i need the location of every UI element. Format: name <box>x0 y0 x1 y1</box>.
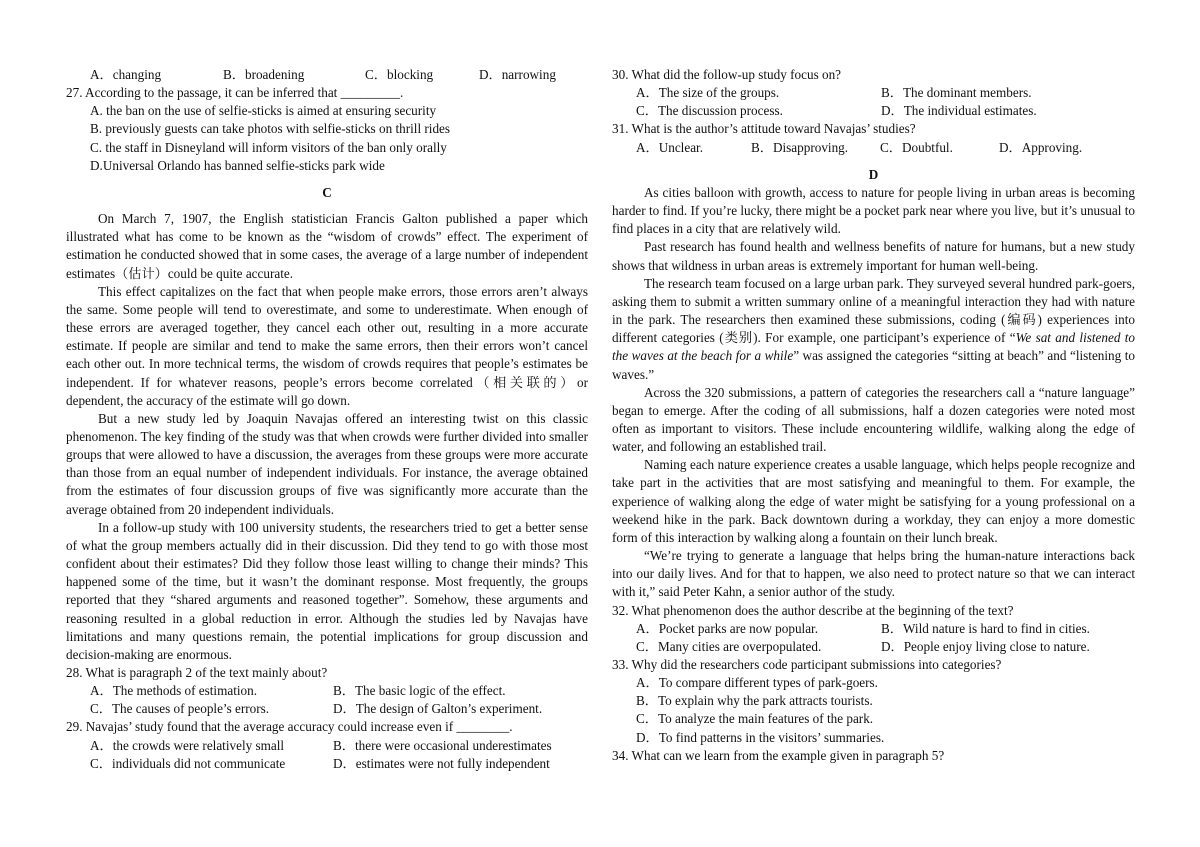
q33-option-b: B．To explain why the park attracts tourists. <box>636 693 873 709</box>
q30-option-a: A．The size of the groups. <box>636 85 780 101</box>
q28-options-row-1 <box>66 682 588 700</box>
q32-stem: 32. What phenomenon does the author describe at the beginning of the text? <box>612 602 1014 618</box>
q26-option-c: C．blocking <box>365 67 434 82</box>
section-c-heading: C <box>322 184 332 200</box>
q31-options <box>612 139 1135 157</box>
q30-options-row-2 <box>612 102 1135 120</box>
q32-options-row-1 <box>612 620 1135 638</box>
passage-d-paragraph-1: As cities balloon with growth, access to nature for people living in urban areas is becoming harder to find. If you’re lucky, there might be a pocket park near where you live, but it’s unusual to find places in a city that are relatively wild. <box>612 184 1135 237</box>
q30-options-row-1 <box>612 84 1135 102</box>
q29-option-b: B．there were occasional underestimates <box>333 737 552 753</box>
passage-d-p3-quote: We sat and listened to the waves at the beach for a while <box>612 330 1136 364</box>
q29-options-row-1 <box>66 737 588 755</box>
q27-option-d: D.Universal Orlando has banned selfie-sticks park wide <box>90 157 385 173</box>
q26-option-d: D．narrowing <box>479 67 556 82</box>
q28-stem: 28. What is paragraph 2 of the text mainly about? <box>66 665 328 680</box>
q32-options-row-2 <box>612 638 1135 656</box>
q26-option-b: B．broadening <box>223 67 305 82</box>
left-column <box>66 66 588 773</box>
q34-stem: 34. What can we learn from the example given in paragraph 5? <box>612 747 945 763</box>
q33-stem: 33. Why did the researchers code participant submissions into categories? <box>612 657 1002 672</box>
passage-c-paragraph-2: This effect capitalizes on the fact that when people make errors, those errors aren’t always the same. Some people will tend to overestimate, and some to underestimate. When enough of these errors are averaged together, they cancel each other out, resulting in a more accurate estimate. If people are similar and tend to make the same errors, then their errors won’t cancel each other out. In more technical terms, the wisdom of crowds requires that people’s estimates be independent. If for whatever reasons, people’s errors become correlated（相关联的）or dependent, the accuracy of the estimate will go down. <box>66 283 588 408</box>
q27-stem: 27. According to the passage, it can be inferred that _________. <box>66 85 404 101</box>
q27-option-a: A. the ban on the use of selfie-sticks is aimed at ensuring security <box>90 103 437 119</box>
right-column <box>612 66 1135 765</box>
q29-option-d: D．estimates were not fully independent <box>333 755 550 771</box>
q28-options-row-2 <box>66 700 588 718</box>
q31-option-b: B．Disapproving. <box>751 139 849 155</box>
q29-stem: 29. Navajas’ study found that the average accuracy could increase even if ________. <box>66 719 513 735</box>
q29-option-a: A．the crowds were relatively small <box>90 737 285 753</box>
q28-option-c: C．The causes of people’s errors. <box>90 701 270 717</box>
passage-d-paragraph-3 <box>612 275 1135 384</box>
q33-option-a: A．To compare different types of park-goers. <box>636 675 878 691</box>
q29-options-row-2 <box>66 755 588 773</box>
passage-c-paragraph-1: On March 7, 1907, the English statistician Francis Galton published a paper which illustrated what has come to be known as the “wisdom of crowds” effect. The experiment of estimation he conducted showed that in some cases, the average of a large number of independent estimates（估计）could be quite accurate. <box>66 211 588 281</box>
q30-option-c: C．The discussion process. <box>636 103 783 119</box>
q32-option-d: D．People enjoy living close to nature. <box>881 638 1090 654</box>
passage-d-p3-text-start: The research team focused on a large urban park. They surveyed several hundred park-goers, asking them to submit a written summary online of a meaningful interaction they had with nature in the park. The researchers then examined these submissions, coding (编码) experiences into different categories (类别). For example, one participant’s experience of “ <box>612 275 1135 346</box>
q31-stem: 31. What is the author’s attitude toward Navajas’ studies? <box>612 121 916 137</box>
q27-option-c: C. the staff in Disneyland will inform visitors of the ban only orally <box>90 139 447 155</box>
passage-d-paragraph-2: Past research has found health and wellness benefits of nature for humans, but a new study shows that wildness in urban areas is extremely important for human well-being. <box>612 239 1135 273</box>
q26-options <box>66 66 588 84</box>
q32-option-c: C．Many cities are overpopulated. <box>636 638 822 654</box>
q28-option-b: B．The basic logic of the effect. <box>333 683 506 699</box>
q29-option-c: C．individuals did not communicate <box>90 755 286 771</box>
q32-option-a: A．Pocket parks are now popular. <box>636 620 819 636</box>
q28-option-a: A．The methods of estimation. <box>90 683 258 699</box>
q33-option-c: C．To analyze the main features of the park. <box>636 711 874 727</box>
q31-option-c: C．Doubtful. <box>880 139 953 155</box>
section-d-heading: D <box>868 166 879 182</box>
passage-d-paragraph-5: Naming each nature experience creates a usable language, which helps people recognize and take part in the activities that are most satisfying and meaningful to them. For example, the experience of walking along the edge of water might be satisfying for a young professional on a weekend hike in the park. Back downtown during a workday, they can enjoy a more domestic form of this interaction by walking along a fountain on their lunch break. <box>612 457 1135 545</box>
q31-option-d: D．Approving. <box>999 139 1083 155</box>
q30-stem: 30. What did the follow-up study focus on? <box>612 67 842 82</box>
passage-c-paragraph-3: But a new study led by Joaquin Navajas offered an interesting twist on this classic phenomenon. The key finding of the study was that when crowds were further divided into smaller groups that were allowed to have a discussion, the averages from these groups were more accurate than those from an equal number of independent individuals. For instance, the average obtained from the estimates of four discussion groups of five was significantly more accurate than the average obtained from 20 independent individuals. <box>66 410 588 517</box>
q30-option-d: D．The individual estimates. <box>881 103 1037 119</box>
q28-option-d: D．The design of Galton’s experiment. <box>333 701 543 717</box>
q32-option-b: B．Wild nature is hard to find in cities. <box>881 620 1090 636</box>
q33-option-d: D．To find patterns in the visitors’ summaries. <box>636 729 885 745</box>
q30-option-b: B．The dominant members. <box>881 85 1032 101</box>
q27-option-b: B. previously guests can take photos with selfie-sticks on thrill rides <box>90 121 451 137</box>
passage-d-paragraph-4: Across the 320 submissions, a pattern of categories the researchers call a “nature language” began to emerge. After the coding of all submissions, half a dozen categories were noted most often as important to visitors. These include encountering wildlife, walking along the edge of water, and following an established trail. <box>612 384 1135 455</box>
q26-option-a: A．changing <box>90 67 162 82</box>
q31-option-a: A．Unclear. <box>636 139 704 155</box>
passage-d-p3-text-end: ” was assigned the categories “sitting at beach” and “listening to waves.” <box>612 348 1135 382</box>
passage-d-paragraph-6: “We’re trying to generate a language that helps bring the human-nature interactions back into our daily lives. And for that to happen, we also need to protect nature so that we can interact with it,” said Peter Kahn, a senior author of the study. <box>612 548 1135 600</box>
passage-c-paragraph-4: In a follow-up study with 100 university students, the researchers tried to get a better sense of what the group members actually did in their discussion. Did they tend to go with those most confident about their estimates? Did they follow those least willing to change their minds? This happened some of the time, but it wasn’t the dominant response. Most frequently, the groups reported that they “shared arguments and reasoned together”. Somehow, these arguments and reasoning resulted in a global reduction in error. Although the studies led by Navajas have limitations and many questions remain, the potential implications for group discussion and decision-making are enormous. <box>66 519 588 662</box>
